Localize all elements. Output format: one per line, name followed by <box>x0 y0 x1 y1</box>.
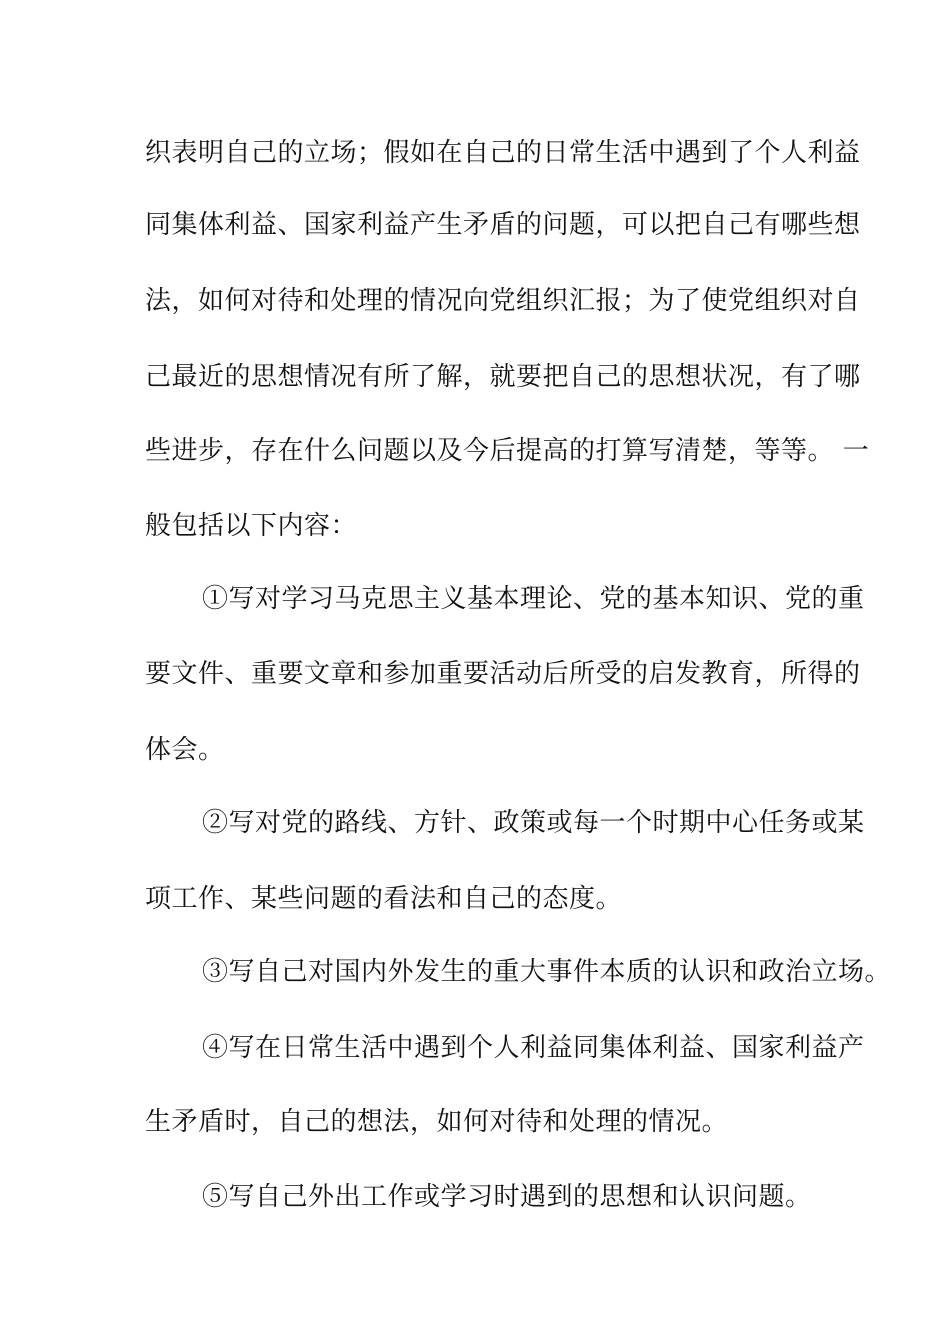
text-line: 般包括以下内容： <box>145 511 358 541</box>
list-item-2-line: ②写对党的路线、方针、政策或每一个时期中心任务或某 <box>202 808 865 838</box>
text-line: 法，如何对待和处理的情况向党组织汇报；为了使党组织对自 <box>145 286 861 316</box>
text-line: 己最近的思想情况有所了解，就要把自己的思想状况，有了哪 <box>145 362 861 392</box>
list-item-5-line: ⑤写自己外出工作或学习时遇到的思想和认识问题。 <box>202 1182 812 1212</box>
list-item-4-line: ④写在日常生活中遇到个人利益同集体利益、国家利益产 <box>202 1033 865 1063</box>
text-line: 些进步，存在什么问题以及今后提高的打算写清楚，等等。 一 <box>145 436 870 466</box>
list-item-1-line: 体会。 <box>145 735 225 765</box>
list-item-2-line: 项工作、某些问题的看法和自己的态度。 <box>145 884 623 914</box>
list-item-3-line: ③写自己对国内外发生的重大事件本质的认识和政治立场。 <box>202 957 892 987</box>
text-line: 同集体利益、国家利益产生矛盾的问题，可以把自己有哪些想 <box>145 210 861 240</box>
list-item-1-line: ①写对学习马克思主义基本理论、党的基本知识、党的重 <box>202 584 865 614</box>
list-item-1-line: 要文件、重要文章和参加重要活动后所受的启发教育，所得的 <box>145 659 861 689</box>
list-item-4-line: 生矛盾时，自己的想法，如何对待和处理的情况。 <box>145 1107 729 1137</box>
text-line: 织表明自己的立场；假如在自己的日常生活中遇到了个人利益 <box>145 138 861 168</box>
